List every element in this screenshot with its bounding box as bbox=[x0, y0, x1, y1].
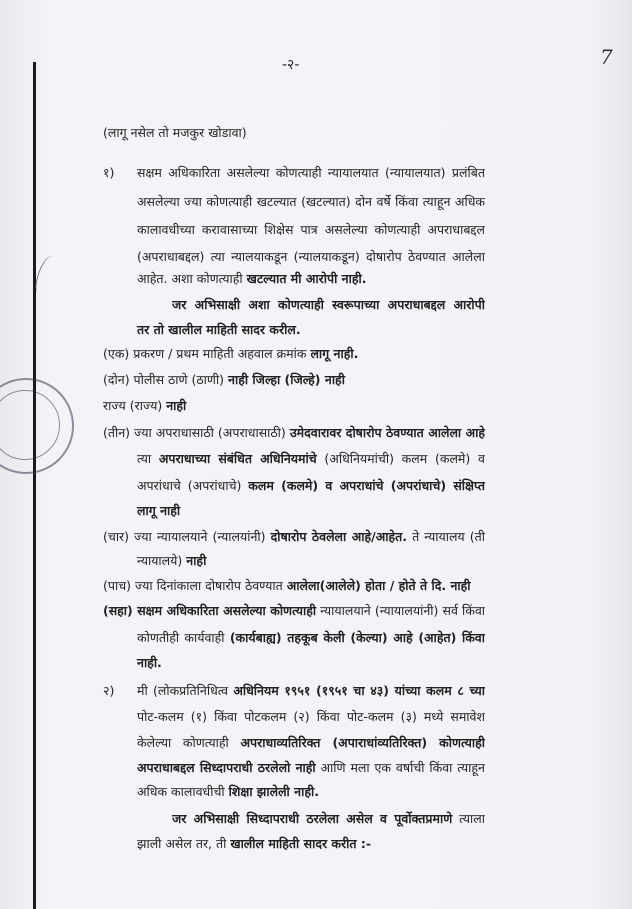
text-segment: (पाच) ज्या दिनांकाला दोषारोप ठेवण्यात bbox=[103, 578, 287, 593]
text-segment: ते न्यायालय (ती bbox=[407, 529, 485, 544]
bold-text: दोषारोप ठेवलेला आहे/आहेत. bbox=[270, 529, 407, 544]
official-stamp bbox=[0, 378, 74, 474]
text-segment: मी (लोकप्रतिनिधित्व bbox=[137, 683, 234, 698]
text-segment: आणि मला एक वर्षाची किंवा त्याहून bbox=[315, 760, 485, 775]
text-line bbox=[137, 164, 485, 182]
bold-text: खालील माहिती सादर करीत :- bbox=[230, 836, 372, 851]
text-line bbox=[172, 810, 485, 828]
text-segment: राज्य (राज्य) bbox=[103, 398, 167, 413]
text-segment: अधिक कालावधीची bbox=[137, 784, 229, 799]
text-line bbox=[137, 193, 485, 211]
bold-text: कलम (कलमे) व अपराधांचे (अपरांधाचे) संक्षिप्त bbox=[248, 478, 485, 493]
text-segment: झाली असेल तर, ती bbox=[137, 836, 231, 851]
text-segment: न्यायालयाने (न्यायालयांनी) सर्व किंवा bbox=[316, 603, 485, 618]
text-line bbox=[137, 734, 485, 752]
text-line bbox=[137, 629, 485, 647]
text-line bbox=[137, 708, 485, 726]
text-segment: (अधिनियमांची) कलम (कलमे) व bbox=[316, 451, 485, 466]
text-line bbox=[137, 654, 162, 672]
bold-text: अपराधाच्या संबंधित अधिनियमांचे bbox=[158, 451, 317, 466]
text-segment: (तीन) ज्या अपराधासाठी (अपराधासाठी) bbox=[103, 425, 290, 440]
text-line bbox=[137, 450, 485, 468]
bold-text: अपराधाबद्दल सिध्दापराधी ठरलेलो नाही bbox=[137, 760, 316, 775]
item-number: २) bbox=[103, 683, 115, 698]
bold-text: नाही bbox=[186, 553, 207, 568]
page-number: -२- bbox=[282, 57, 300, 73]
text-segment: न्यायालये) bbox=[137, 553, 187, 568]
bold-text: नाही. bbox=[137, 655, 162, 670]
text-segment: (दोन) पोलीस ठाणे (ठाणी) bbox=[103, 372, 229, 387]
text-segment: (अपराधाबद्दल) त्या न्यालयाकडून (न्यालयाकडून) दोषारोप ठेवण्यात आलेला bbox=[137, 249, 485, 264]
bold-text: लागू नाही. bbox=[310, 346, 359, 361]
text-segment: असलेल्या ज्या कोणत्याही खटल्यात (खटल्यात) दोन वर्षे किंवा त्याहून अधिक bbox=[137, 194, 485, 209]
bold-text: अपराधाव्यतिरिक्त (अपाराधांव्यतिरिक्त) कोणत्याही bbox=[240, 735, 485, 750]
text-line bbox=[103, 577, 471, 595]
text-segment: केलेल्या कोणत्याही bbox=[137, 735, 241, 750]
text-line bbox=[103, 397, 186, 415]
text-line bbox=[137, 552, 206, 570]
text-segment: कालावधीच्या करावासाच्या शिक्षेस पात्र असलेल्या कोणत्याही अपराधाबद्दल bbox=[137, 222, 485, 237]
bold-text: तर तो खालील माहिती सादर करील. bbox=[137, 322, 301, 337]
corner-page-mark: 7 bbox=[600, 45, 613, 69]
text-line bbox=[137, 759, 485, 777]
text-segment: अपरांधाचे (अपरांधाचे) bbox=[137, 478, 249, 493]
bold-text: (सहा) सक्षम अधिकारिता असलेल्या कोणत्याही bbox=[103, 603, 317, 618]
text-line bbox=[103, 528, 485, 546]
text-line bbox=[137, 248, 485, 266]
text-segment: त्या bbox=[137, 451, 159, 466]
text-line bbox=[103, 371, 345, 389]
text-line bbox=[137, 221, 485, 239]
text-segment: आहेत. अशा कोणत्याही bbox=[137, 271, 247, 286]
bold-text: नाही जिल्हा (जिल्हे) नाही bbox=[228, 372, 345, 387]
bold-text: लागू नाही bbox=[137, 503, 181, 518]
text-line bbox=[137, 682, 485, 700]
bold-text: अधिनियम १९५१ (१९५१ चा ४३) यांच्या कलम ८ च्या bbox=[233, 683, 485, 698]
text-segment: (एक) प्रकरण / प्रथम माहिती अहवाल क्रमांक bbox=[103, 346, 311, 361]
bold-text: जर अभिसाक्षी अशा कोणत्याही स्वरूपाच्या अपराधाबद्दल आरोपी bbox=[172, 297, 485, 312]
text-segment: (लागू नसेल तो मजकुर खोडावा) bbox=[103, 125, 247, 140]
bold-text: जर अभिसाक्षी सिध्दापराधी ठरलेला असेल व पूर्वोक्तप्रमाणे bbox=[172, 811, 453, 826]
text-line bbox=[103, 345, 358, 363]
text-line bbox=[137, 270, 366, 288]
bold-text: आलेला(आलेले) होता / होते ते दि. नाही bbox=[286, 578, 471, 593]
bold-text: खटल्यात मी आरोपी नाही. bbox=[246, 271, 367, 286]
text-line bbox=[137, 783, 319, 801]
margin-line bbox=[33, 62, 36, 909]
text-segment: (चार) ज्या न्यायालयाने (न्यालयांनी) bbox=[103, 529, 271, 544]
text-line bbox=[137, 321, 301, 339]
bold-text: नाही bbox=[166, 398, 187, 413]
text-line bbox=[137, 502, 180, 520]
text-line bbox=[172, 296, 485, 314]
text-segment: कोणतीही कार्यवाही bbox=[137, 630, 230, 645]
text-line bbox=[103, 124, 247, 142]
text-line bbox=[103, 602, 485, 620]
text-segment: पोट-कलम (१) किंवा पोटकलम (२) किंवा पोट-कलम (३) मध्ये समावेश bbox=[137, 709, 485, 724]
bold-text: (कार्यबाह्य) तहकूब केली (केल्या) आहे (आहेत) किंवा bbox=[229, 630, 485, 645]
item-number: १) bbox=[103, 165, 115, 180]
bold-text: उमेदवारावर दोषारोप ठेवण्यात आलेला आहे bbox=[289, 425, 485, 440]
text-segment: त्याला bbox=[459, 811, 485, 826]
bold-text: शिक्षा झालेली नाही. bbox=[228, 784, 319, 799]
text-line bbox=[137, 477, 485, 495]
text-line bbox=[137, 835, 371, 853]
text-segment: सक्षम अधिकारिता असलेल्या कोणत्याही न्यायालयात (न्यायालयात) प्रलंबित bbox=[137, 165, 485, 180]
text-line bbox=[103, 424, 485, 442]
